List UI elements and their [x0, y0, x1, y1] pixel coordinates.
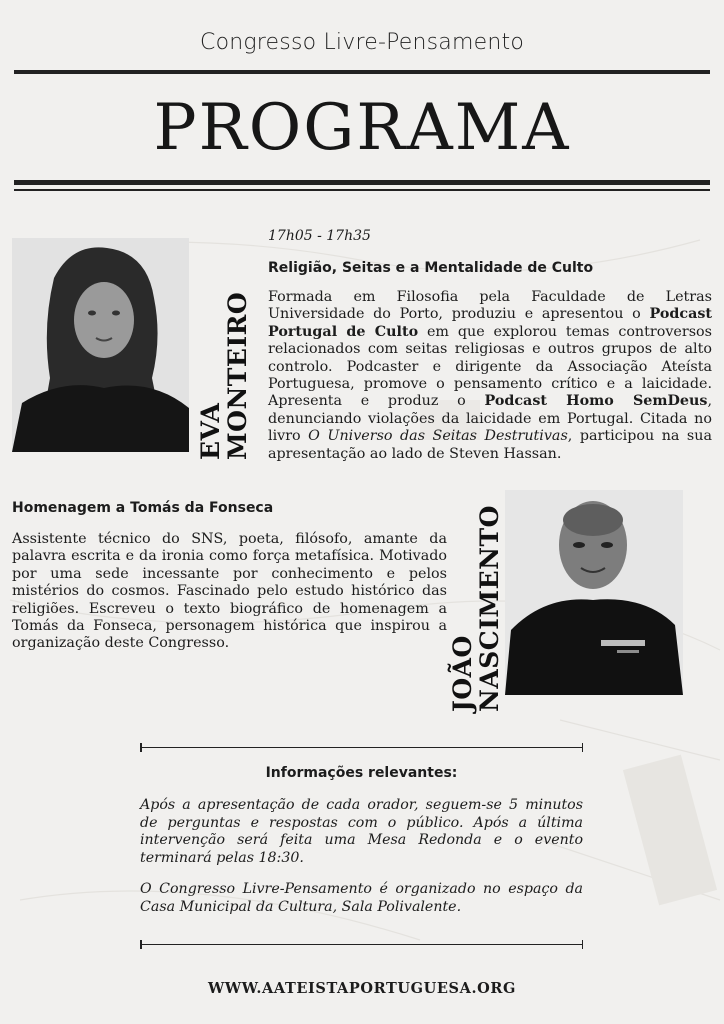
speaker-bio: [268, 289, 712, 463]
speaker-name-joao-nascimento: [449, 482, 503, 712]
speaker-last-name: MONTEIRO: [223, 291, 252, 460]
bio-segment: Podcast Portugal de Culto: [268, 306, 712, 340]
speaker-photo-joao-nascimento: [505, 490, 683, 695]
bio-segment: O Universo das Seitas Destrutivas: [308, 428, 568, 445]
info-divider-top: [140, 747, 583, 748]
bio-segment: , participou na sua apresentação ao lado de Steven Hassan.: [268, 428, 712, 462]
speaker-photo-eva-monteiro: [12, 238, 189, 452]
speaker-first-name: JOÃO: [448, 635, 477, 712]
talk-title: Religião, Seitas e a Mentalidade de Culto: [268, 260, 594, 276]
info-heading: Informações relevantes:: [265, 765, 458, 781]
bio-segment: Formada em Filosofia pela Faculdade de Letras Universidade do Porto, produziu e apresentou o: [268, 289, 712, 323]
talk-title: Homenagem a Tomás da Fonseca: [12, 500, 274, 516]
info-paragraph: O Congresso Livre-Pensamento é organizado no espaço da Casa Municipal da Cultura, Sala Polivalente.: [140, 881, 583, 915]
title-divider-thin: [14, 189, 710, 191]
bio-segment: em que explorou temas controversos relacionados com seitas religiosas e outros grupos de alto controlo. Podcaster e dirigente da Associação Ateísta Portuguesa, promove o pensamento crítico e a laicidade. Apresenta e produz o: [268, 323, 712, 410]
info-paragraph: Após a apresentação de cada orador, seguem-se 5 minutos de perguntas e respostas com o público. Após a última intervenção será feita uma Mesa Redonda e o evento terminará pelas 18:30.: [140, 797, 583, 866]
talk-time: 17h05 - 17h35: [268, 228, 371, 244]
website-link[interactable]: WWW.AATEISTAPORTUGUESA.ORG: [208, 980, 516, 997]
info-divider-bottom: [140, 944, 583, 945]
title-divider-thick: [14, 180, 710, 185]
page-title: PROGRAMA: [153, 91, 571, 165]
speaker-name-eva-monteiro: [197, 260, 251, 460]
bio-segment: , denunciando violações da laicidade em Portugal. Citada no livro: [268, 393, 713, 445]
speaker-bio: Assistente técnico do SNS, poeta, filósofo, amante da palavra escrita e da ironia como força metafísica. Motivado por uma sede incessante por conhecimento e pelos mistérios do cosmos. Fascinado pelo estudo histórico das religiões. Escreveu o texto biográfico de homenagem a Tomás da Fonseca, personagem histórica que inspirou a organização deste Congresso.: [12, 531, 447, 652]
speaker-first-name: EVA: [196, 402, 225, 460]
top-divider: [14, 70, 710, 74]
event-name: Congresso Livre-Pensamento: [200, 30, 524, 55]
speaker-last-name: NASCIMENTO: [475, 505, 504, 712]
bio-segment: Podcast Homo SemDeus: [484, 393, 708, 410]
